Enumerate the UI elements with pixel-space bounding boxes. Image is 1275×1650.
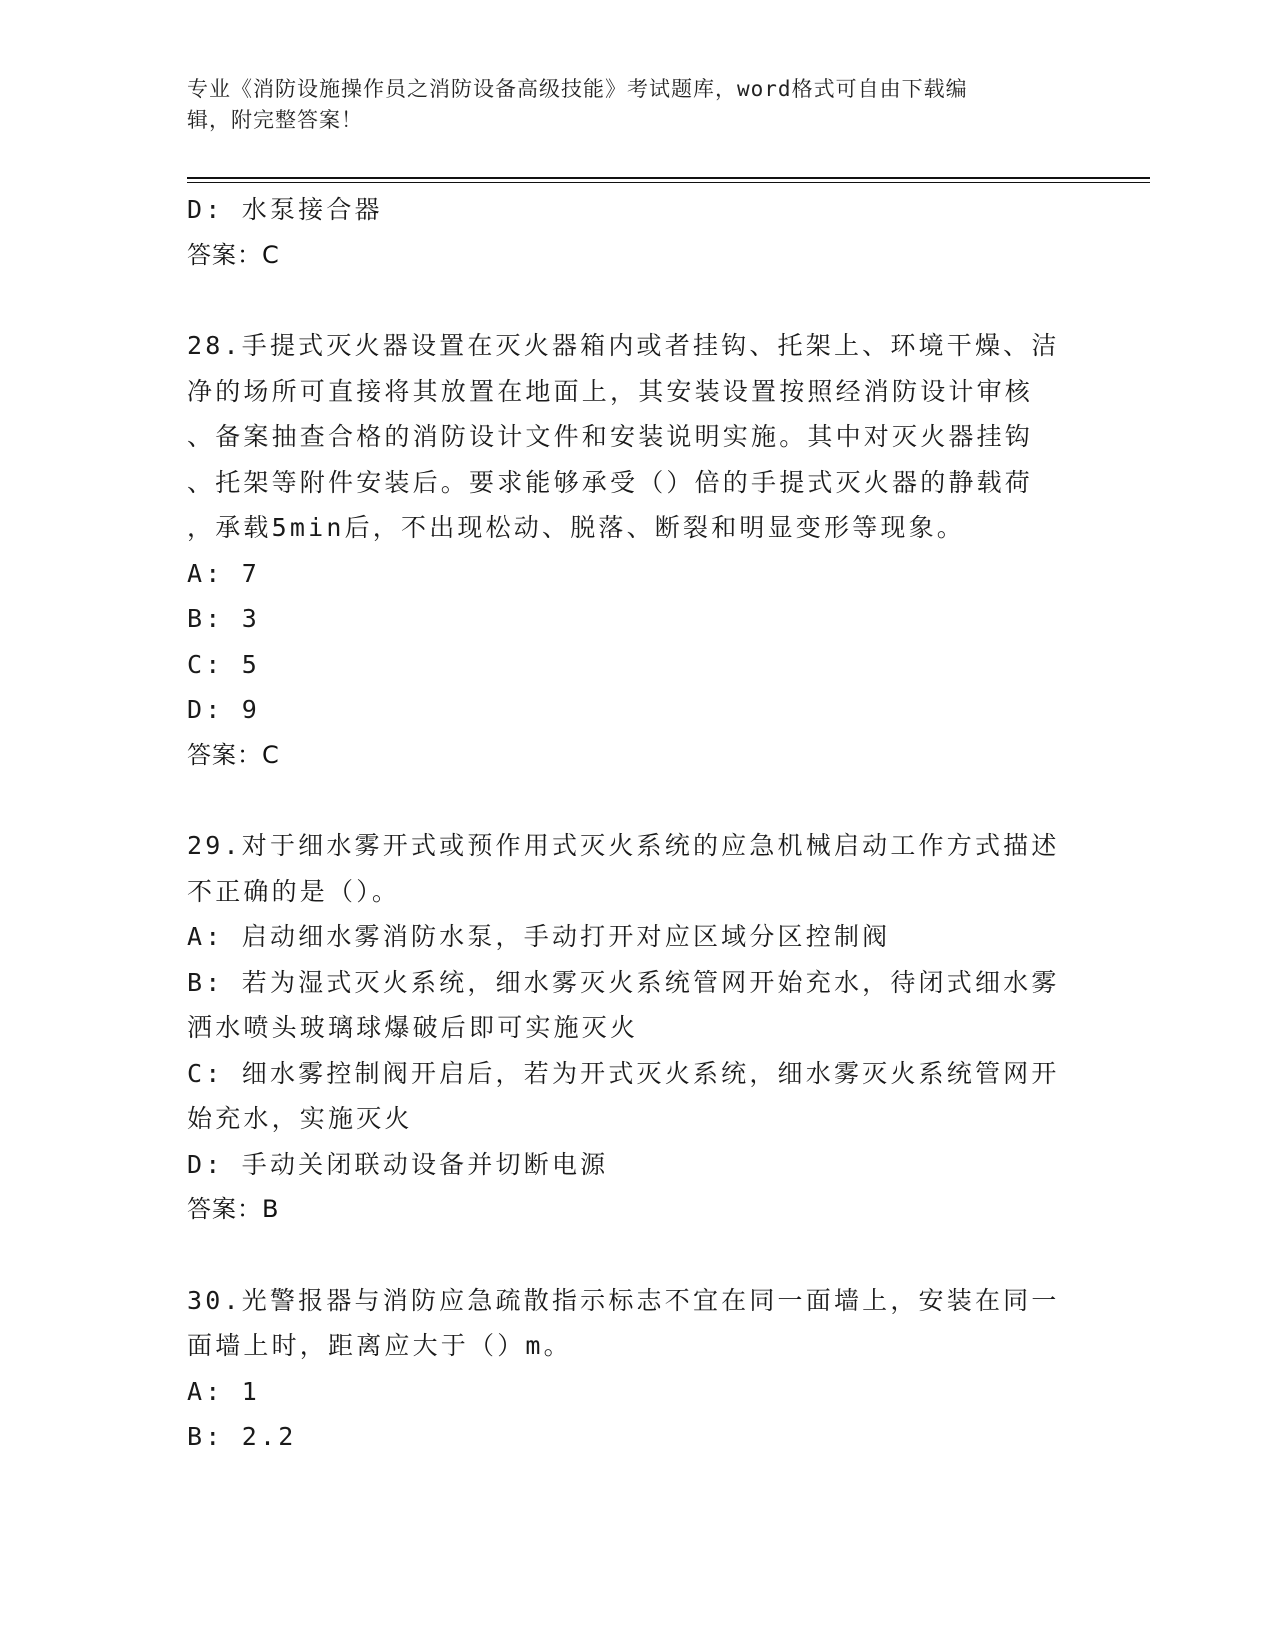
question-28	[187, 323, 1087, 778]
header-line: 辑，附完整答案！	[187, 108, 363, 132]
header-line: 专业《消防设施操作员之消防设备高级技能》考试题库，word格式可自由下载编	[187, 77, 968, 101]
question-stem-line: 、托架等附件安装后。要求能够承受（）倍的手提式灭火器的静载荷	[187, 467, 1034, 497]
option-b-continued: 洒水喷头玻璃球爆破后即可实施灭火	[187, 1013, 639, 1042]
option-c: C: 细水雾控制阀开启后，若为开式灭火系统，细水雾灭火系统管网开	[187, 1058, 1060, 1088]
question-content	[187, 187, 1087, 1460]
question-29	[187, 823, 1087, 1233]
document-header	[187, 74, 1067, 136]
question-stem-line: 30.光警报器与消防应急疏散指示标志不宜在同一面墙上，安装在同一	[187, 1285, 1060, 1315]
question-stem-line: 不正确的是（）。	[187, 876, 401, 906]
option-d: D: 9	[187, 695, 261, 724]
previous-question-tail	[187, 187, 1087, 278]
question-stem-line: 29.对于细水雾开式或预作用式灭火系统的应急机械启动工作方式描述	[187, 831, 1060, 860]
answer-line: 答案：B	[187, 1195, 280, 1223]
option-a: A: 7	[187, 558, 261, 588]
option-b: B: 3	[187, 604, 261, 633]
question-stem-line: 、备案抽查合格的消防设计文件和安装说明实施。其中对灭火器挂钩	[187, 422, 1034, 451]
answer-line: 答案：C	[187, 740, 280, 769]
answer-line: 答案：C	[187, 240, 280, 269]
option-b: B: 若为湿式灭火系统，细水雾灭火系统管网开始充水，待闭式细水雾	[187, 967, 1060, 997]
option-a: A: 1	[187, 1376, 261, 1406]
header-rule-thin	[187, 182, 1150, 183]
question-30	[187, 1278, 1087, 1460]
option-b: B: 2.2	[187, 1422, 297, 1451]
question-stem-line: 净的场所可直接将其放置在地面上，其安装设置按照经消防设计审核	[187, 376, 1034, 406]
option-d: D: 手动关闭联动设备并切断电源	[187, 1149, 609, 1179]
header-rule-thick	[187, 177, 1150, 179]
question-stem-line: ，承载5min后，不出现松动、脱落、断裂和明显变形等现象。	[187, 513, 966, 542]
question-stem-line: 28.手提式灭火器设置在灭火器箱内或者挂钩、托架上、环境干燥、洁	[187, 331, 1060, 360]
question-stem-line: 面墙上时，距离应大于（）m。	[187, 1331, 572, 1360]
option-a: A: 启动细水雾消防水泵，手动打开对应区域分区控制阀	[187, 922, 891, 951]
option-c-continued: 始充水，实施灭火	[187, 1104, 413, 1133]
option-d: D: 水泵接合器	[187, 195, 383, 224]
option-c: C: 5	[187, 649, 261, 679]
